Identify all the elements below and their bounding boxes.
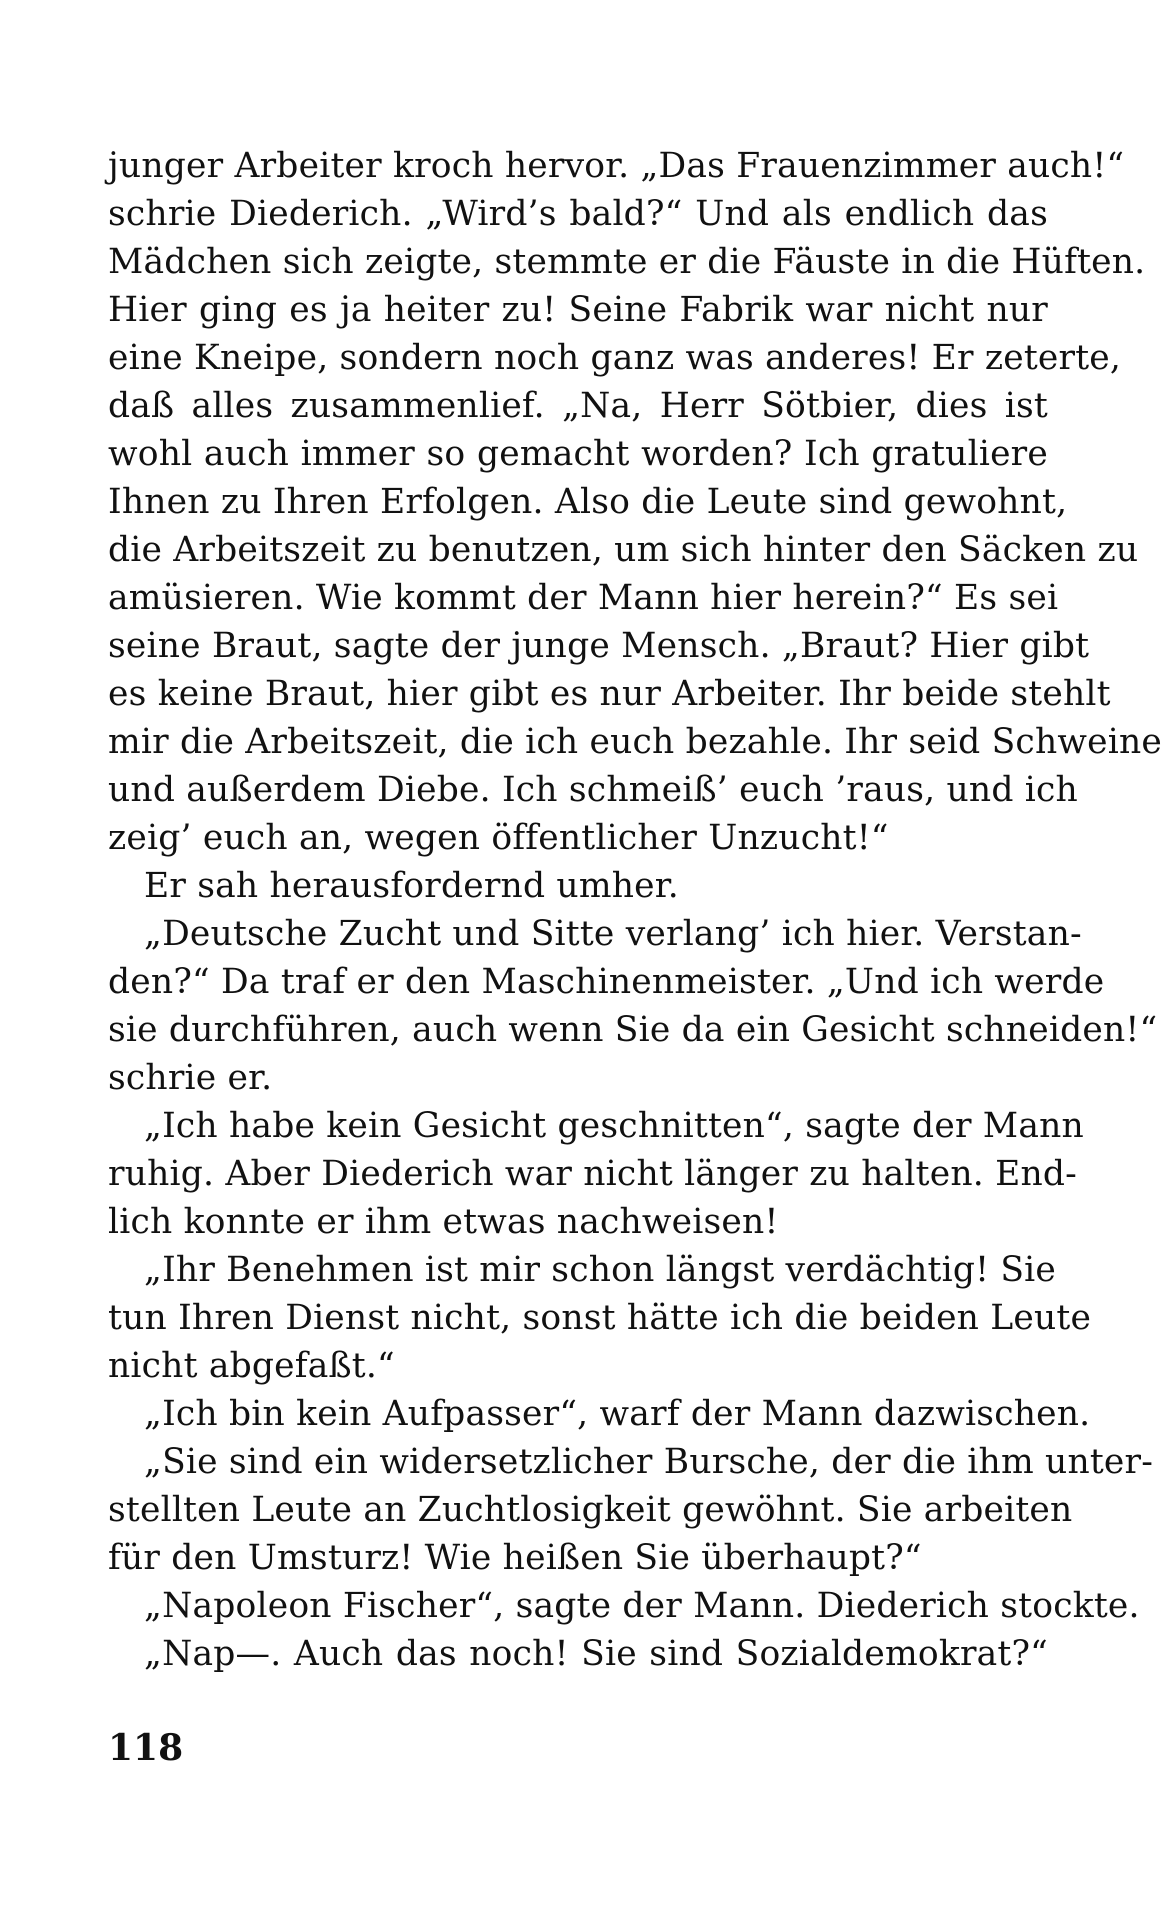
text-line: „Ich habe kein Gesicht geschnitten“, sagte der Mann	[144, 1106, 1084, 1146]
text-line: „Ihr Benehmen ist mir schon längst verdächtig! Sie	[144, 1250, 1057, 1290]
text-line: und außerdem Diebe. Ich schmeiß’ euch ’raus, und ich	[108, 770, 1078, 810]
text-line: den?“ Da traf er den Maschinenmeister. „Und ich werde	[108, 962, 1105, 1002]
text-line: amüsieren. Wie kommt der Mann hier herein?“ Es sei	[108, 578, 1059, 618]
text-line: „Napoleon Fischer“, sagte der Mann. Diederich stockte.	[144, 1586, 1140, 1626]
text-line: „Ich bin kein Aufpasser“, warf der Mann dazwischen.	[144, 1394, 1091, 1434]
text-line: nicht abgefaßt.“	[108, 1346, 395, 1386]
text-line: sie durchführen, auch wenn Sie da ein Gesicht schneiden!“	[108, 1010, 1158, 1050]
text-line: wohl auch immer so gemacht worden? Ich gratuliere	[108, 434, 1048, 474]
text-line: es keine Braut, hier gibt es nur Arbeiter. Ihr beide stehlt	[108, 674, 1111, 714]
text-line: Mädchen sich zeigte, stemmte er die Fäuste in die Hüften.	[108, 242, 1146, 282]
text-line: „Sie sind ein widersetzlicher Bursche, der die ihm unter-	[144, 1442, 1154, 1482]
text-line: „Nap—. Auch das noch! Sie sind Sozialdemokrat?“	[144, 1634, 1048, 1674]
text-line: lich konnte er ihm etwas nachweisen!	[108, 1202, 779, 1242]
text-line: schrie er.	[108, 1058, 273, 1098]
text-line: stellten Leute an Zuchtlosigkeit gewöhnt. Sie arbeiten	[108, 1490, 1073, 1530]
text-line: eine Kneipe, sondern noch ganz was anderes! Er zeterte,	[108, 338, 1122, 378]
text-line: die Arbeitszeit zu benutzen, um sich hinter den Säcken zu	[108, 530, 1139, 570]
text-line: Hier ging es ja heiter zu! Seine Fabrik war nicht nur	[108, 290, 1048, 330]
text-line: Ihnen zu Ihren Erfolgen. Also die Leute sind gewohnt,	[108, 482, 1068, 522]
body-text	[108, 142, 1162, 1678]
page-number: 118	[108, 1727, 184, 1769]
text-line: daß alles zusammenlief. „Na, Herr Sötbier, dies ist	[108, 386, 1048, 426]
text-line: ruhig. Aber Diederich war nicht länger zu halten. End-	[108, 1154, 1078, 1194]
text-line: „Deutsche Zucht und Sitte verlang’ ich hier. Verstan-	[144, 914, 1082, 954]
text-line: Er sah herausfordernd umher.	[144, 866, 679, 906]
text-line: für den Umsturz! Wie heißen Sie überhaupt?“	[108, 1538, 922, 1578]
text-line: schrie Diederich. „Wird’s bald?“ Und als endlich das	[108, 194, 1048, 234]
text-line: zeig’ euch an, wegen öffentlicher Unzucht!“	[108, 818, 889, 858]
text-line: seine Braut, sagte der junge Mensch. „Braut? Hier gibt	[108, 626, 1090, 666]
text-line: mir die Arbeitszeit, die ich euch bezahle. Ihr seid Schweine	[108, 722, 1162, 762]
text-line: junger Arbeiter kroch hervor. „Das Frauenzimmer auch!“	[108, 146, 1125, 186]
text-line: tun Ihren Dienst nicht, sonst hätte ich die beiden Leute	[108, 1298, 1092, 1338]
